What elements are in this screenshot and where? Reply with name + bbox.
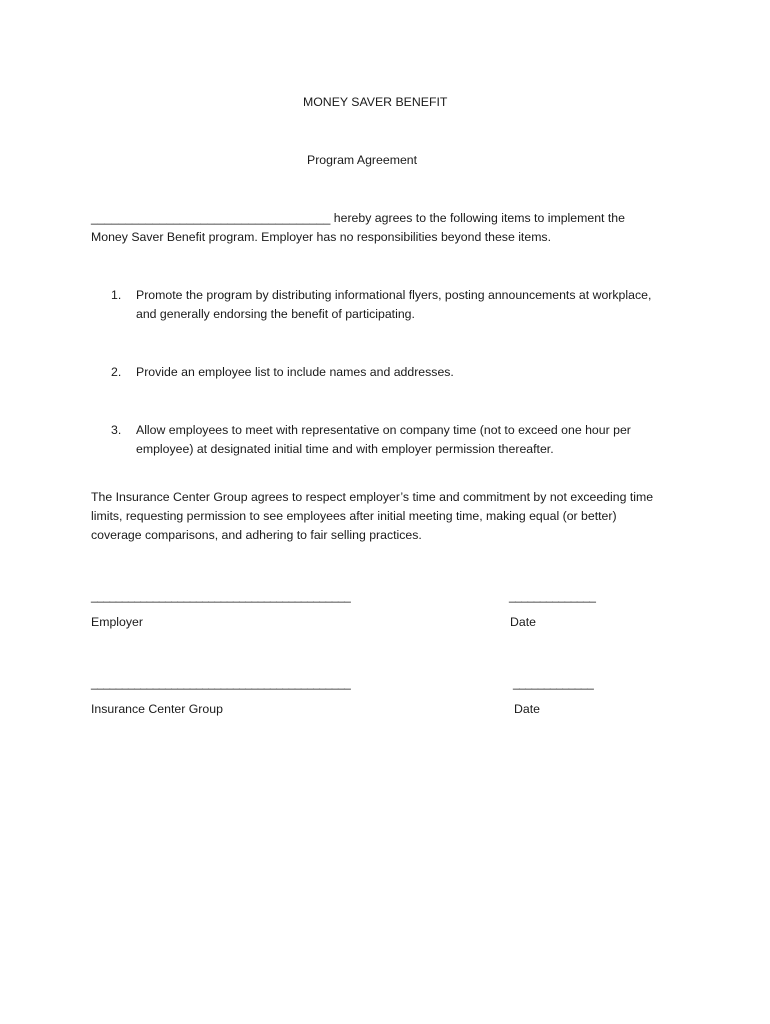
employer-date-label: Date [510,615,536,629]
list-item-text: Allow employees to meet with representative on company time (not to exceed one hour per [136,423,631,437]
agreement-paragraph-line-3: coverage comparisons, and adhering to fair selling practices. [91,528,422,542]
intro-line-1: ___________________________________ hereby agrees to the following items to implement the [91,211,625,225]
agreement-paragraph-line-2: limits, requesting permission to see employees after initial meeting time, making equal (or better) [91,509,617,523]
insurer-signature-line: __________________________________________ [91,676,351,690]
insurer-date-label: Date [514,702,540,716]
list-item-text: Provide an employee list to include names and addresses. [136,365,454,379]
list-item-number: 2. [111,365,122,379]
list-item-number: 1. [111,288,122,302]
employer-signature-line: __________________________________________ [91,589,351,603]
list-item-text: Promote the program by distributing informational flyers, posting announcements at workplace, [136,288,652,302]
insurer-signature-label: Insurance Center Group [91,702,223,716]
list-item-text: and generally endorsing the benefit of participating. [136,307,415,321]
list-item-text: employee) at designated initial time and with employer permission thereafter. [136,442,554,456]
agreement-paragraph-line-1: The Insurance Center Group agrees to respect employer’s time and commitment by not exceeding time [91,490,654,504]
document-subtitle: Program Agreement [307,153,418,167]
document-title: MONEY SAVER BENEFIT [303,95,448,109]
employer-date-line: ______________ [509,589,596,603]
intro-line-2: Money Saver Benefit program. Employer has no responsibilities beyond these items. [91,230,551,244]
list-item-number: 3. [111,423,122,437]
insurer-date-line: _____________ [513,676,594,690]
employer-signature-label: Employer [91,615,143,629]
